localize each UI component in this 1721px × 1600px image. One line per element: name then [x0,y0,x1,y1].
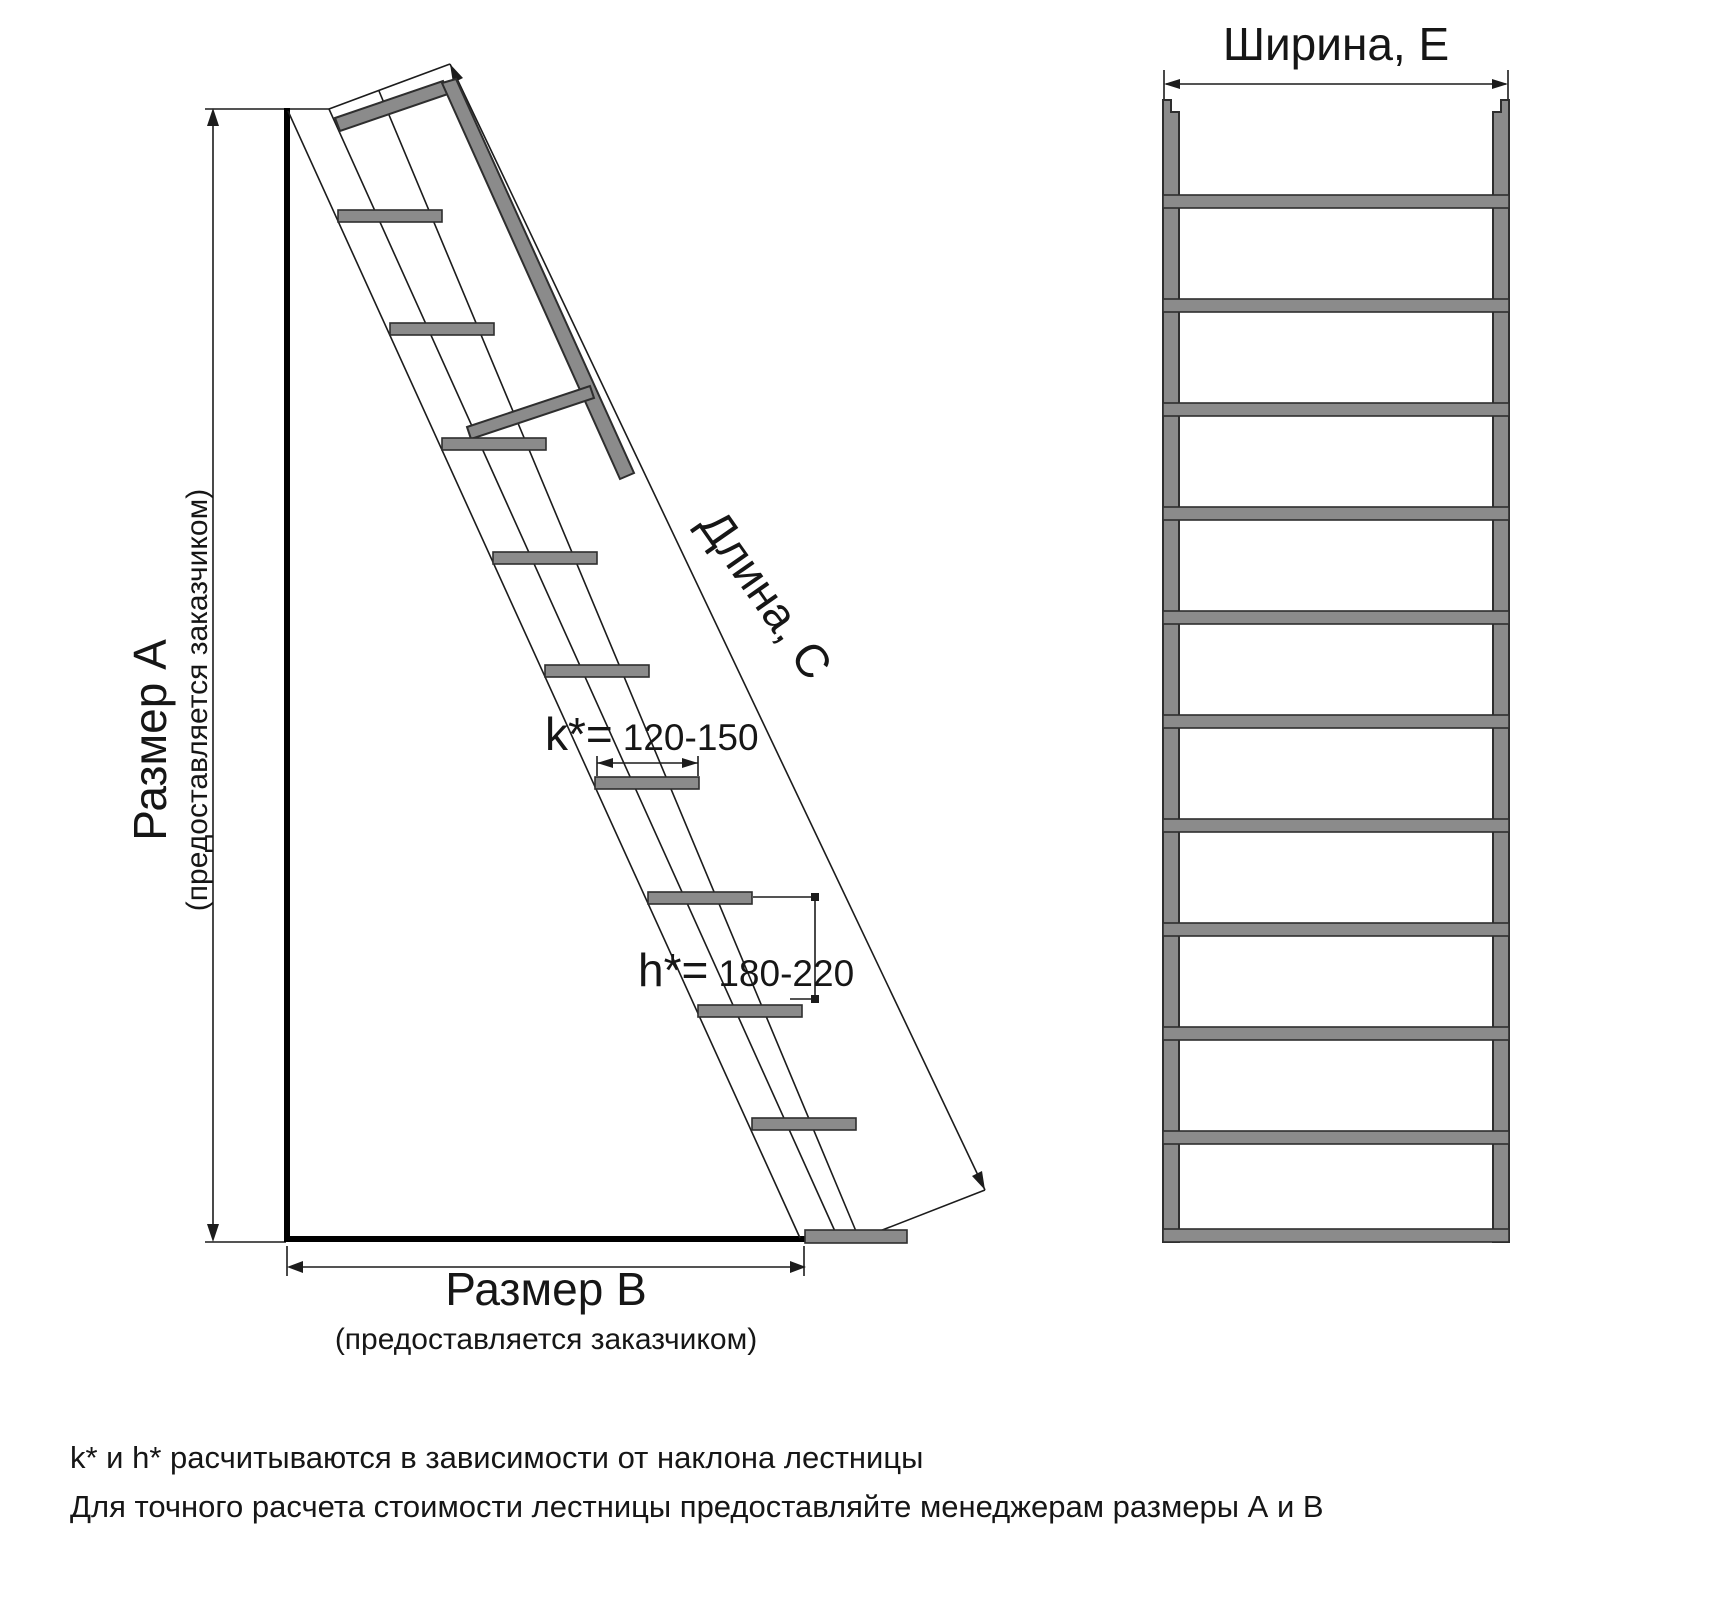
ladder-strut [467,386,594,439]
width-dim-arrow-left [1164,79,1180,89]
step-bottom [805,1230,907,1243]
rail-left [1163,100,1179,1242]
rung [1163,507,1509,520]
note-line-2: Для точного расчета стоимости лестницы предоставляйте менеджерам размеры А и В [70,1489,1324,1524]
length-label: Длина, С [689,500,843,689]
step [493,552,597,564]
width-label: Ширина, Е [1222,18,1450,70]
step [338,210,442,222]
dim-a-label: Размер А [124,639,176,841]
h-dimension-label [638,944,854,996]
rung [1163,1229,1509,1242]
step [648,892,752,904]
rung [1163,715,1509,728]
k-dimension-label [545,708,759,760]
h-tick-bottom [811,995,819,1003]
ladder-top-bar [335,81,448,131]
rung [1163,1027,1509,1040]
dim-b-label: Размер В [445,1263,647,1315]
rung [1163,923,1509,936]
rung [1163,195,1509,208]
floor-line [284,1236,806,1242]
k-label: k*= [545,708,613,760]
front-view [1163,18,1509,1242]
dim-a-arrow-bottom [207,1224,219,1242]
step [390,323,494,335]
side-view [124,64,985,1356]
length-dim-extension-bottom [867,1190,985,1236]
width-dim-arrow-right [1492,79,1508,89]
step [595,777,699,789]
dim-a-note: (предоставляется заказчиком) [181,488,214,912]
rung [1163,403,1509,416]
h-value: 180-220 [718,953,855,994]
wall-line [284,108,290,1242]
dim-b-note: (предоставляется заказчиком) [334,1323,758,1356]
k-value: 120-150 [622,717,759,758]
length-dim-arrow-bottom [972,1171,985,1190]
ladder-rail [442,79,634,479]
h-label: h*= [638,944,709,996]
step [698,1005,802,1017]
rung [1163,1131,1509,1144]
step [545,665,649,677]
rung [1163,611,1509,624]
rung [1163,299,1509,312]
rail-right [1493,100,1509,1242]
dim-a-arrow-top [207,108,219,126]
h-tick-top [811,893,819,901]
dim-b-arrow-left [287,1261,303,1273]
length-dim-line [450,64,985,1190]
k-dim-arrow-right [682,758,698,768]
step [442,438,546,450]
note-line-1: k* и h* расчитываются в зависимости от наклона лестницы [70,1440,924,1475]
footnotes [70,1440,1324,1524]
step [752,1118,856,1130]
rung [1163,819,1509,832]
